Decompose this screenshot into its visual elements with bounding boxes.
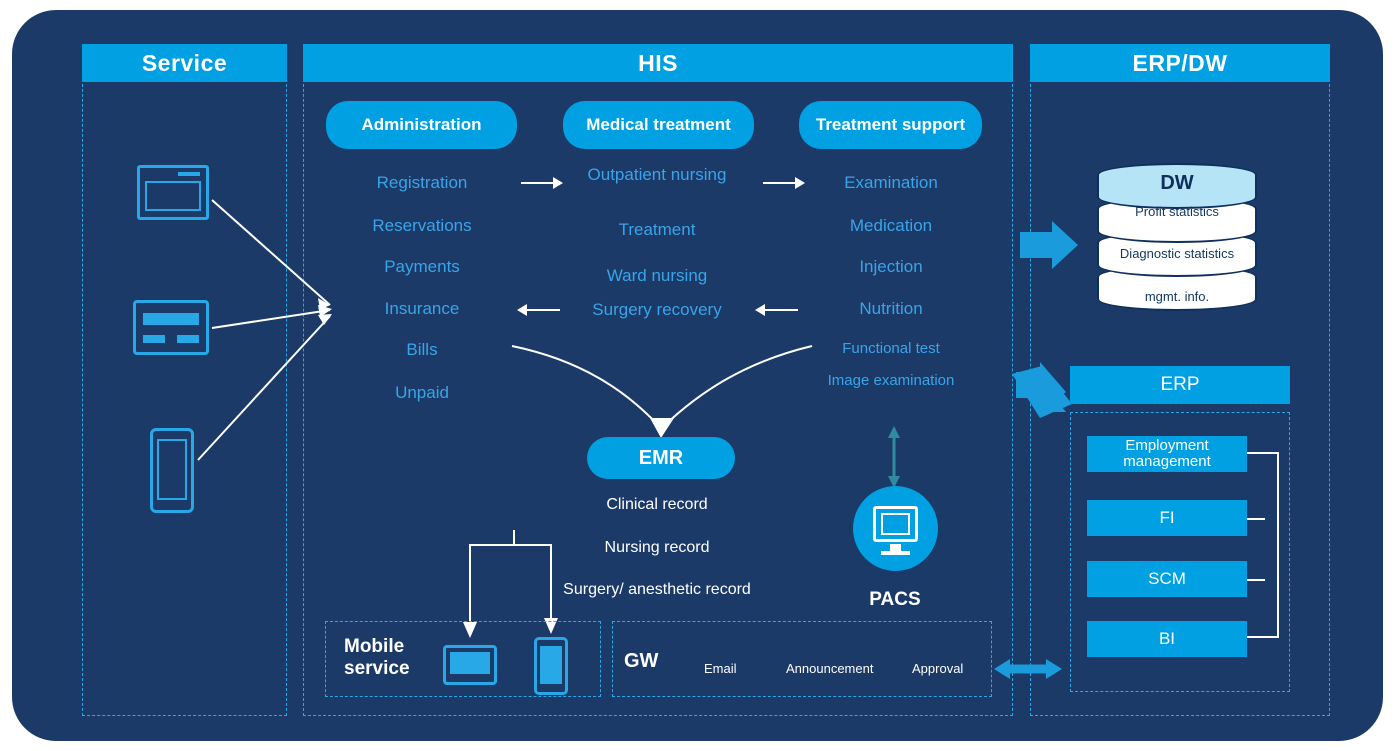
emr-record-clinical: Clinical record	[606, 496, 708, 513]
arrow-admin-to-medical-line	[521, 182, 557, 184]
emr-record-nursing: Nursing record	[604, 539, 710, 556]
pacs-label: PACS	[869, 589, 921, 610]
item-payments: Payments	[384, 257, 460, 276]
item-outpatient-nursing: Outpatient nursing	[587, 165, 727, 184]
desktop-monitor-icon	[137, 165, 209, 220]
item-image-examination: Image examination	[827, 372, 955, 389]
item-insurance: Insurance	[384, 299, 460, 318]
item-surgery-recovery: Surgery recovery	[592, 300, 722, 319]
pacs-image-glyph	[881, 513, 910, 535]
arrow-medical-to-support-line	[763, 182, 799, 184]
erp-module-bracket	[1247, 452, 1279, 638]
column-service	[82, 44, 287, 716]
arrow-medical-to-admin-head	[517, 304, 527, 316]
item-unpaid: Unpaid	[395, 383, 449, 402]
dw-layer-mgmt: mgmt. info.	[1144, 289, 1210, 304]
gw-box	[612, 621, 992, 697]
emr-node: EMR	[587, 437, 735, 479]
column-header-erp: ERP/DW	[1030, 44, 1330, 82]
column-header-service: Service	[82, 44, 287, 82]
dw-title: DW	[1160, 172, 1194, 194]
pacs-icon	[853, 486, 938, 571]
kiosk-screen	[143, 313, 199, 325]
item-registration: Registration	[376, 173, 468, 192]
phone-screen	[540, 646, 562, 684]
kiosk-icon	[133, 300, 209, 355]
item-medication: Medication	[849, 216, 933, 235]
item-examination: Examination	[844, 173, 938, 192]
smartphone-icon	[150, 428, 194, 513]
monitor-screen	[145, 181, 201, 211]
arrow-support-to-medical-line	[762, 309, 798, 311]
item-injection: Injection	[859, 257, 923, 276]
monitor-dots	[178, 172, 200, 176]
erp-module-employment: Employment management	[1087, 436, 1247, 472]
arrow-medical-to-admin-line	[524, 309, 560, 311]
erp-stub-scm	[1247, 579, 1265, 581]
pacs-base	[881, 551, 910, 555]
group-treatment-support: Treatment support	[799, 101, 982, 149]
item-treatment: Treatment	[618, 220, 696, 239]
gw-item-approval: Approval	[912, 661, 964, 676]
smartphone-screen	[157, 439, 187, 500]
item-nutrition: Nutrition	[859, 299, 923, 318]
gw-item-announcement: Announcement	[786, 661, 874, 676]
erp-module-scm: SCM	[1087, 561, 1247, 597]
kiosk-button-left	[143, 335, 165, 343]
arrow-admin-to-medical-head	[553, 177, 563, 189]
kiosk-button-right	[177, 335, 199, 343]
item-ward-nursing: Ward nursing	[606, 266, 708, 285]
erp-stub-fi	[1247, 518, 1265, 520]
group-administration: Administration	[326, 101, 517, 149]
dw-layer-diagnostic: Diagnostic statistics	[1119, 246, 1235, 261]
gw-item-email: Email	[704, 661, 737, 676]
emr-record-surgery: Surgery/ anesthetic record	[563, 581, 751, 598]
gw-label: GW	[624, 650, 659, 672]
item-functional-test: Functional test	[842, 340, 940, 357]
arrow-support-to-medical-head	[755, 304, 765, 316]
dw-layer-profit: Profit statistics	[1135, 204, 1219, 219]
mobile-service-label: Mobile service	[344, 636, 410, 679]
phone-icon	[534, 637, 568, 695]
item-reservations: Reservations	[372, 216, 472, 235]
erp-module-fi: FI	[1087, 500, 1247, 536]
erp-title: ERP	[1070, 366, 1290, 404]
column-header-his: HIS	[303, 44, 1013, 82]
item-bills: Bills	[406, 340, 438, 359]
tablet-icon	[443, 645, 497, 685]
group-medical-treatment: Medical treatment	[563, 101, 754, 149]
erp-module-bi: BI	[1087, 621, 1247, 657]
arrow-medical-to-support-head	[795, 177, 805, 189]
tablet-screen	[450, 652, 490, 674]
